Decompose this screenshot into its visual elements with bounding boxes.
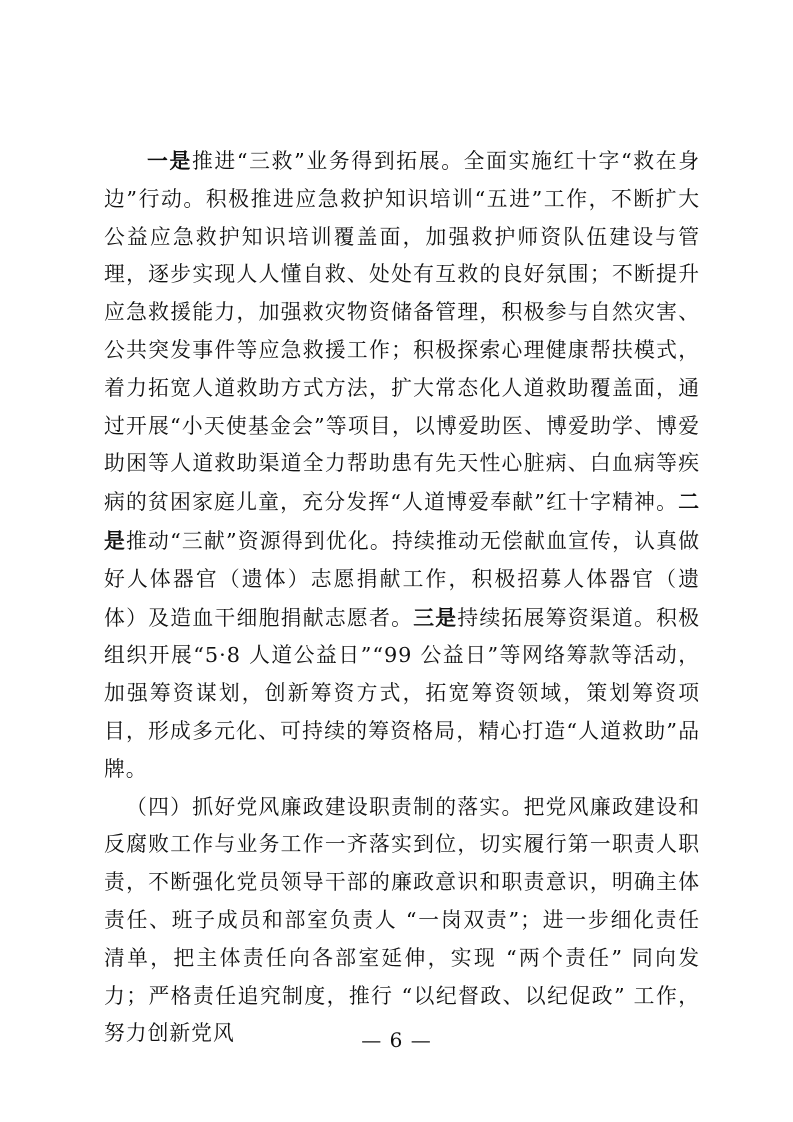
page-number: — 6 — bbox=[361, 1028, 432, 1052]
paragraph-text: 推动“三献”资源得到优化。持续推动无偿献血宣传，认真做好人体器官（遗体）志愿捐献工作，积极招募人体器官（遗体）及造血干细胞捐献志愿者。 bbox=[104, 528, 701, 630]
paragraph-text: 推进“三救”业务得到拓展。全面实施红十字“救在身边”行动。积极推进应急救护知识培训“五进”工作，不断扩大公益应急救护知识培训覆盖面，加强救护师资队伍建设与管理，逐步实现人人懂自救、处处有互救的良好氛围；不断提升应急救援能力，加强救灾物资储备管理，积极参与自然灾害、公共突发事件等应急救援工作；积极探索心理健康帮扶模式，着力拓宽人道救助方式方法，扩大常态化人道救助覆盖面，通过开展“小天使基金会”等项目，以博爱助医、博爱助学、博爱助困等人道救助渠道全力帮助患有先天性心脏病、白血病等疾病的贫困家庭儿童，充分发挥“人道博爱奉献”红十字精神。 bbox=[104, 149, 700, 515]
paragraph-text: 持续拓展筹资渠道。积极组织开展“5·8 人道公益日”“99 公益日”等网络筹款等活动，加强筹资谋划，创新筹资方式，拓宽筹资领域，策划筹资项目，形成多元化、可持续的筹资格局，精心打造“人道救助”品牌。 bbox=[104, 605, 701, 781]
section-heading: （四）抓好党风廉政建设职责制的落实。 bbox=[126, 794, 524, 819]
paragraph-text: 把党风廉政建设和反腐败工作与业务工作一齐落实到位，切实履行第一职责人职责，不断强化党员领导干部的廉政意识和职责意识，明确主体责任、班子成员和部室负责人 “一岗双责”；进一步细化责任清单，把主体责任向各部室延伸，实现 “两个责任” 同向发力；严格责任追究制度，推行 “以纪督政、以纪促政” 工作，努力创新党风 bbox=[104, 794, 701, 1046]
document-body bbox=[104, 142, 700, 1053]
bold-lead-one: 一是 bbox=[147, 148, 192, 173]
paragraph-2 bbox=[104, 789, 700, 1054]
bold-lead-three: 三是 bbox=[413, 604, 458, 630]
paragraph-1 bbox=[104, 142, 700, 789]
bold-lead-two: 二是 bbox=[104, 489, 700, 553]
